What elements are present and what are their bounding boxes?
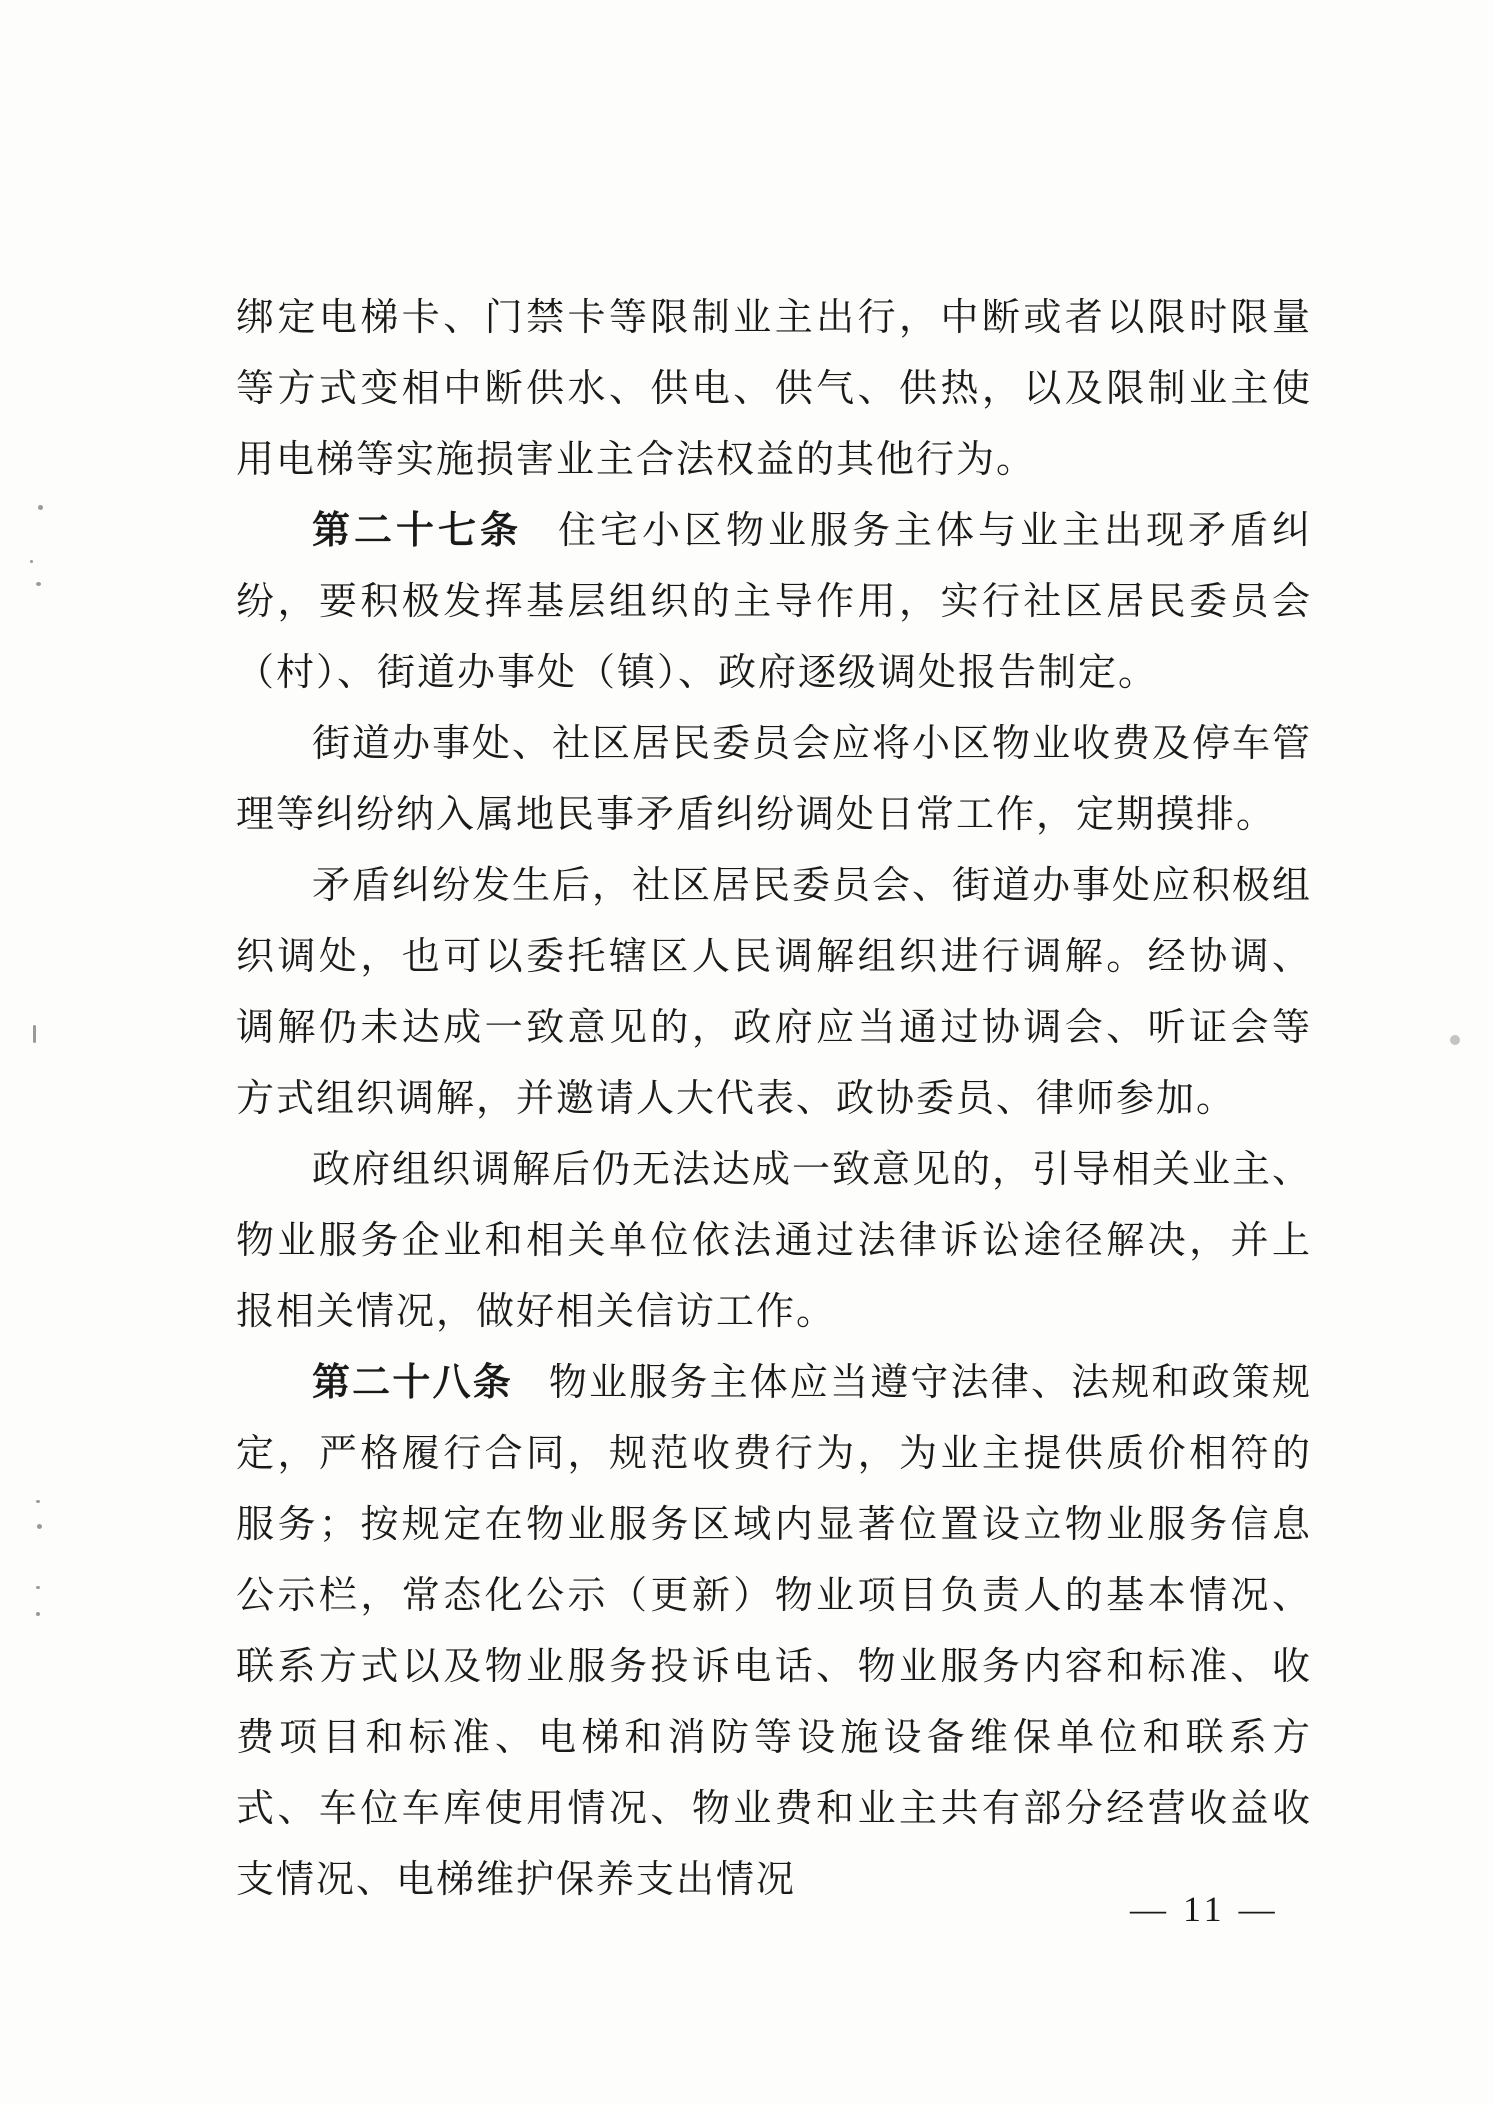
paragraph-4	[236, 850, 1312, 1134]
article-27-text: 住宅小区物业服务主体与业主出现矛盾纠纷，要积极发挥基层组织的主导作用，实行社区居民委员会（村）、街道办事处（镇）、政府逐级调处报告制定。	[236, 508, 1312, 694]
scan-speck	[1450, 1035, 1460, 1045]
scan-speck	[33, 1025, 36, 1043]
scan-speck	[36, 582, 41, 586]
paragraph-1	[236, 282, 1312, 495]
paragraph-3	[236, 708, 1312, 850]
paragraph-1-text: 绑定电梯卡、门禁卡等限制业主出行，中断或者以限时限量等方式变相中断供水、供电、供气、供热，以及限制业主使用电梯等实施损害业主合法权益的其他行为。	[236, 295, 1312, 481]
paragraph-4-text: 矛盾纠纷发生后，社区居民委员会、街道办事处应积极组织调处，也可以委托辖区人民调解组织进行调解。经协调、调解仍未达成一致意见的，政府应当通过协调会、听证会等方式组织调解，并邀请人大代表、政协委员、律师参加。	[236, 863, 1313, 1120]
paragraph-5-text: 政府组织调解后仍无法达成一致意见的，引导相关业主、物业服务企业和相关单位依法通过法律诉讼途径解决，并上报相关情况，做好相关信访工作。	[236, 1147, 1313, 1333]
article-28-text: 物业服务主体应当遵守法律、法规和政策规定，严格履行合同，规范收费行为，为业主提供质价相符的服务；按规定在物业服务区域内显著位置设立物业服务信息公示栏，常态化公示（更新）物业项目负责人的基本情况、联系方式以及物业服务投诉电话、物业服务内容和标准、收费项目和标准、电梯和消防等设施设备维保单位和联系方式、车位车库使用情况、物业费和业主共有部分经营收益收支情况、电梯维护保养支出情况	[236, 1360, 1312, 1901]
paragraph-3-text: 街道办事处、社区居民委员会应将小区物业收费及停车管理等纠纷纳入属地民事矛盾纠纷调处日常工作，定期摸排。	[236, 721, 1313, 836]
document-body	[236, 282, 1312, 1915]
scan-speck	[38, 505, 43, 510]
paragraph-5	[236, 1134, 1312, 1347]
scan-speck	[30, 560, 33, 563]
scan-speck	[36, 1500, 40, 1503]
article-28	[236, 1347, 1312, 1915]
article-27	[236, 495, 1312, 708]
scan-speck	[36, 1612, 40, 1616]
page-number: — 11 —	[1130, 1889, 1279, 1929]
scan-speck	[36, 1586, 40, 1589]
article-28-heading: 第二十八条	[312, 1360, 513, 1404]
article-27-heading: 第二十七条	[312, 508, 522, 552]
scan-speck	[37, 1524, 42, 1529]
